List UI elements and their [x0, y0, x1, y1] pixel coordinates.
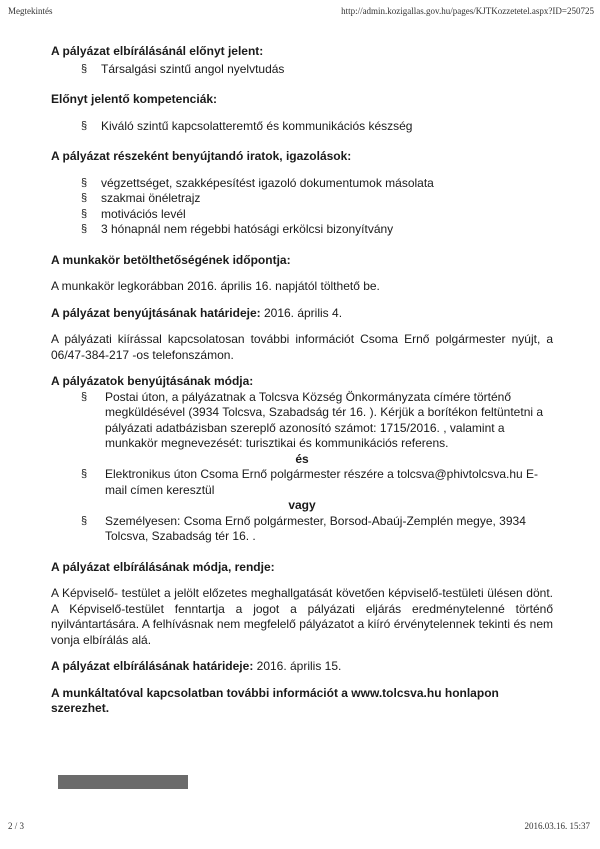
- submission-deadline-label: A pályázat benyújtásának határideje:: [51, 305, 261, 320]
- submission-electronic-text: Elektronikus úton Csoma Ernő polgármester részére a tolcsva@phivtolcsva.hu E-mail címen keresztül: [105, 467, 539, 497]
- list-item: [51, 176, 553, 192]
- page-header-url: http://admin.kozigallas.gov.hu/pages/KJTKozzetetel.aspx?ID=250725: [341, 6, 594, 16]
- submission-deadline-value: 2016. április 4.: [260, 305, 343, 320]
- page-header-title: Megtekintés: [8, 6, 53, 16]
- advantage-item-text: Társalgási szintű angol nyelvtudás: [101, 61, 285, 76]
- section-bullet-icon: §: [81, 514, 88, 527]
- list-item: [51, 207, 553, 223]
- competencies-heading: Előnyt jelentő kompetenciák:: [51, 92, 218, 106]
- submission-post-text: Postai úton, a pályázatnak a Tolcsva Község Önkormányzata címére történő megküldésével (3934 Tolcsva, Szabadság tér 16. ). Kérjük a borítékon feltüntetni a pályázati adatbázisban szereplő azonosító számot: 1715/2016. , valamint a munkakör megnevezését: turisztikai és kommunikációs referens.: [105, 389, 544, 450]
- evaluation-deadline-value: 2016. április 15.: [253, 659, 342, 673]
- competencies-item-text: Kiváló szintű kapcsolatteremtő és kommunikációs készség: [101, 118, 413, 133]
- closing-text: A munkáltatóval kapcsolatban további információt a www.tolcsva.hu honlapon szerezhet.: [51, 685, 499, 715]
- submission-personal-item: [51, 514, 553, 545]
- evaluation-text: A Képviselő- testület a jelölt előzetes meghallgatását követően képviselő-testületi ülésen dönt. A Képviselő-testület fenntartja a jogot a pályázati eljárás eredménytelenné történő nyilvántartására. A felhívásnak nem megfelelő pályázatot a kiíró érvénytelennek tekinti és nem vonja elbírálás alá.: [51, 586, 553, 647]
- section-bullet-icon: §: [81, 468, 88, 480]
- submission-heading: A pályázatok benyújtásának módja:: [51, 374, 254, 388]
- list-item-text: végzettséget, szakképesítést igazoló dokumentumok másolata: [101, 175, 434, 190]
- page-number: 2 / 3: [8, 821, 25, 831]
- document-body: [51, 44, 553, 717]
- section-bullet-icon: §: [81, 207, 88, 220]
- start-date-heading: A munkakör betölthetőségének időpontja:: [51, 252, 291, 267]
- advantage-heading: A pályázat elbírálásánál előnyt jelent:: [51, 44, 264, 58]
- section-bullet-icon: §: [81, 390, 88, 403]
- evaluation-deadline-label: A pályázat elbírálásának határideje:: [51, 659, 254, 673]
- list-item-text: 3 hónapnál nem régebbi hatósági erkölcsi bizonyítvány: [101, 222, 394, 236]
- and-separator: és: [295, 451, 309, 466]
- submission-deadline: [51, 306, 553, 322]
- print-timestamp: 2016.03.16. 15:37: [524, 821, 590, 831]
- evaluation-heading: A pályázat elbírálásának módja, rendje:: [51, 559, 275, 574]
- list-item-text: motivációs levél: [101, 206, 186, 221]
- documents-list: [51, 176, 553, 238]
- submission-post-item: [51, 390, 553, 452]
- redaction-bar: [58, 775, 188, 789]
- section-bullet-icon: §: [81, 119, 88, 132]
- list-item-text: szakmai önéletrajz: [101, 191, 201, 205]
- submission-electronic-item: [51, 467, 553, 498]
- list-item: [51, 222, 553, 238]
- section-bullet-icon: §: [81, 62, 88, 75]
- advantage-item: [51, 62, 553, 78]
- section-bullet-icon: §: [81, 176, 88, 189]
- start-date-text: A munkakör legkorábban 2016. április 16. napjától tölthető be.: [51, 279, 380, 293]
- list-item: [51, 191, 553, 207]
- submission-personal-text: Személyesen: Csoma Ernő polgármester, Borsod-Abaúj-Zemplén megye, 3934 Tolcsva, Szabadság tér 16. .: [105, 513, 526, 543]
- evaluation-deadline: [51, 659, 553, 675]
- competencies-item: [51, 119, 553, 135]
- or-separator: vagy: [288, 498, 316, 512]
- section-bullet-icon: §: [81, 192, 88, 204]
- info-text: A pályázati kiírással kapcsolatosan további információt Csoma Ernő polgármester nyújt, a 06/47-384-217 -os telefonszámon.: [51, 332, 553, 362]
- section-bullet-icon: §: [81, 223, 88, 235]
- documents-heading: A pályázat részeként benyújtandó iratok, igazolások:: [51, 149, 352, 163]
